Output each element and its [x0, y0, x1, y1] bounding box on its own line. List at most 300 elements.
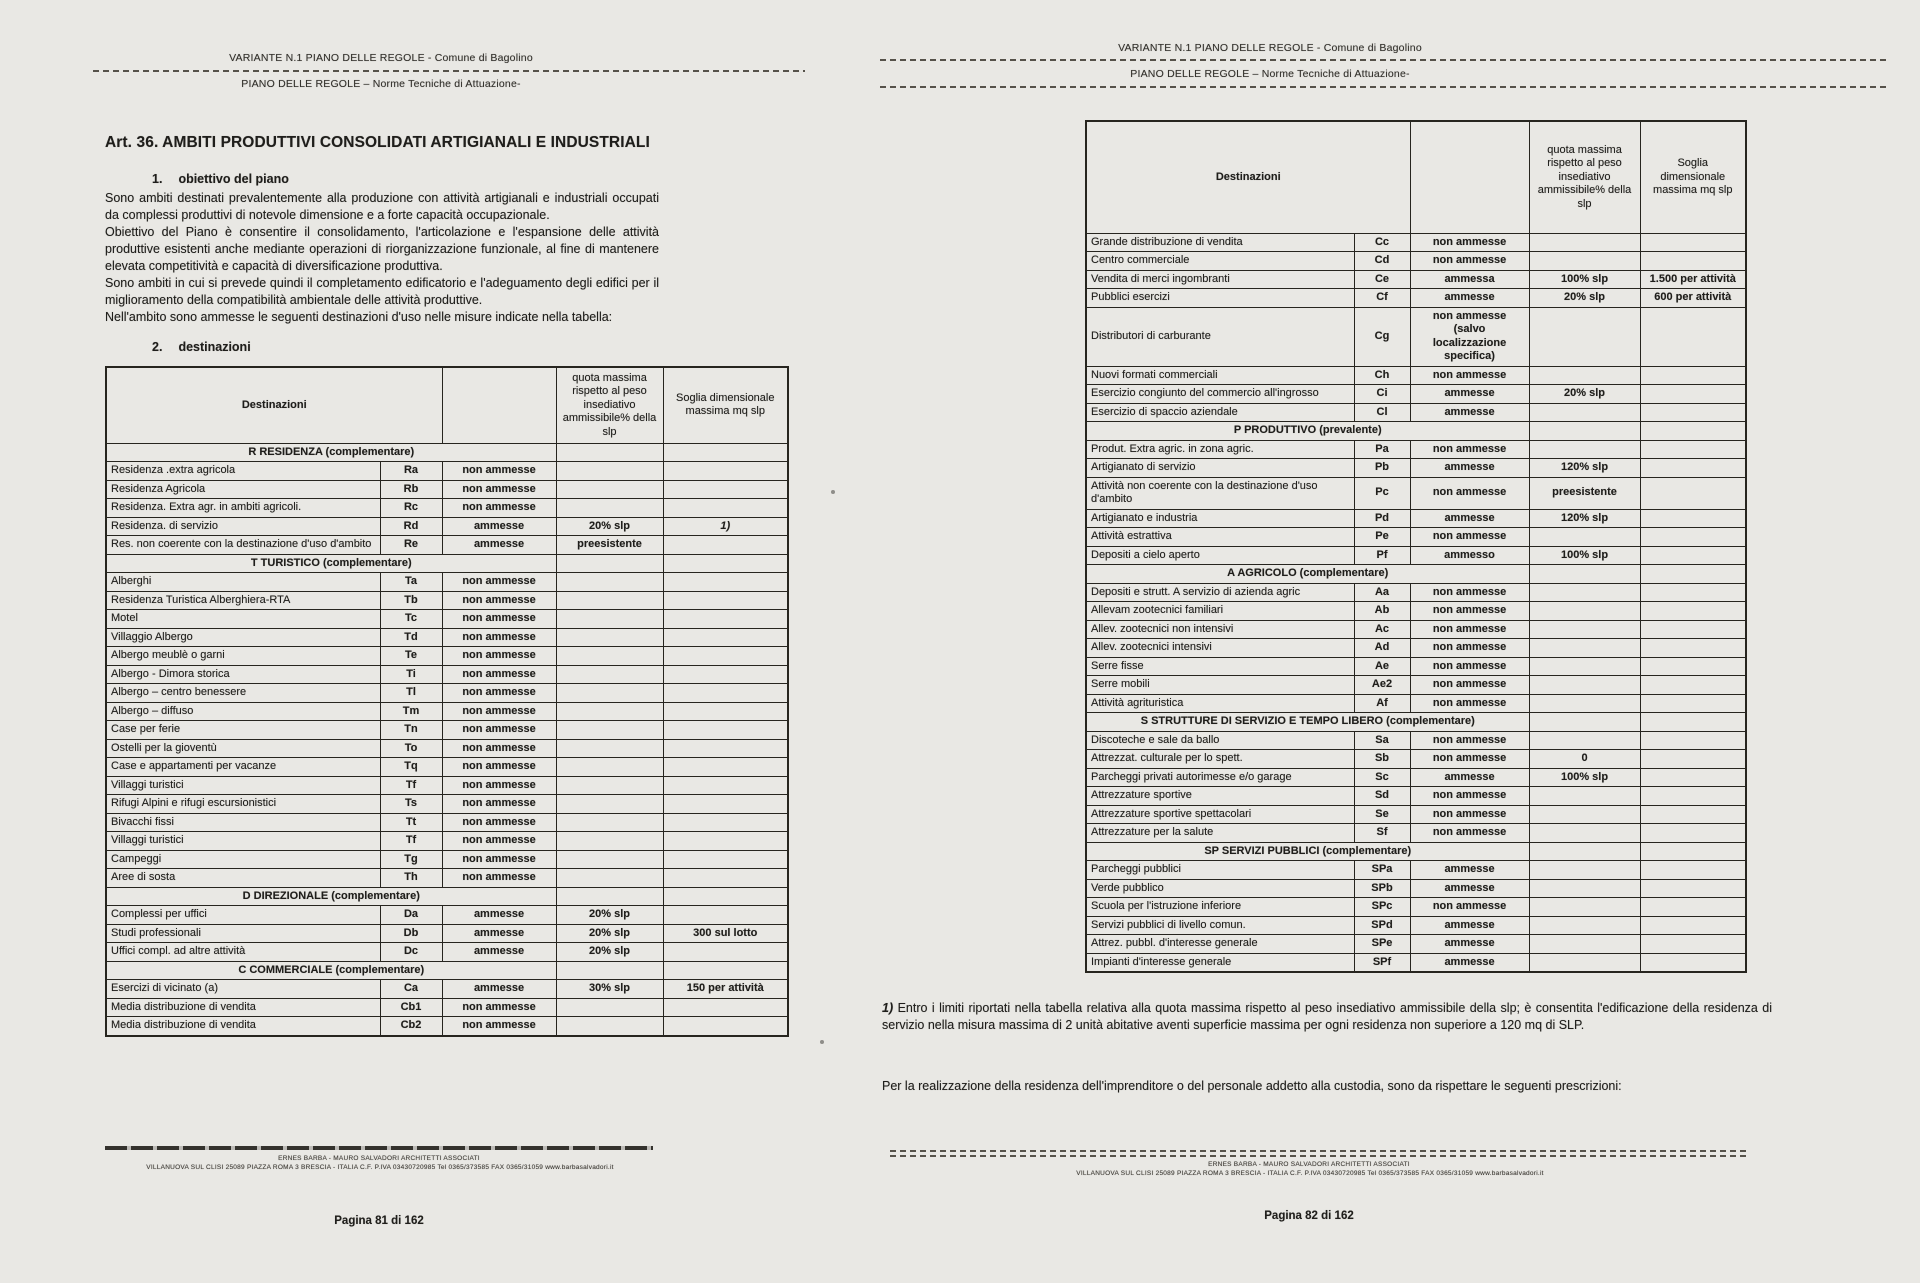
- table-row: [1086, 824, 1746, 843]
- table-row: [106, 813, 788, 832]
- cell-ammissibilita: non ammesse: [1410, 824, 1529, 843]
- cell-soglia: [663, 665, 788, 684]
- cell-quota: [1529, 916, 1640, 935]
- cell-quota: [1529, 953, 1640, 972]
- cell-quota: [556, 1017, 663, 1036]
- table-row: [1086, 657, 1746, 676]
- cell-ammissibilita: ammesse: [1410, 861, 1529, 880]
- article-title: Art. 36. AMBITI PRODUTTIVI CONSOLIDATI ARTIGIANALI E INDUSTRIALI: [105, 134, 650, 151]
- cell-soglia: [1640, 824, 1746, 843]
- cell-destinazione: Attrezzat. culturale per lo spett.: [1086, 750, 1354, 769]
- table-row: [106, 721, 788, 740]
- table-row: [106, 573, 788, 592]
- cell-ammissibilita: non ammesse: [442, 869, 556, 888]
- cell-codice: Sf: [1354, 824, 1410, 843]
- table-row: [1086, 252, 1746, 271]
- cell-quota: [556, 610, 663, 629]
- cell-destinazione: Case per ferie: [106, 721, 380, 740]
- table-row: [106, 998, 788, 1017]
- cell-quota: [556, 591, 663, 610]
- cell-soglia: [1640, 935, 1746, 954]
- cell-codice: To: [380, 739, 442, 758]
- cell-destinazione: Verde pubblico: [1086, 879, 1354, 898]
- table-row: [1086, 583, 1746, 602]
- cell-quota: [1529, 861, 1640, 880]
- cell-codice: Tn: [380, 721, 442, 740]
- cell-quota: [1529, 824, 1640, 843]
- cell-soglia: [1640, 750, 1746, 769]
- cell-destinazione: Attività estrattiva: [1086, 528, 1354, 547]
- cell-soglia: [1640, 233, 1746, 252]
- cell-soglia: [1640, 252, 1746, 271]
- section-blank-cell: [556, 443, 663, 462]
- destinations-table-page-81: [105, 366, 789, 1037]
- table-row: [106, 665, 788, 684]
- table-row: [1086, 307, 1746, 366]
- cell-destinazione: Parcheggi pubblici: [1086, 861, 1354, 880]
- cell-soglia: [1640, 639, 1746, 658]
- page-right-footer-line2: VILLANUOVA SUL CLISI 25089 PIAZZA ROMA 3 BRESCIA - ITALIA C.F. P.IVA 03430720985 Tel 0365/373585 FAX 0365/31059 www.barbasalvadori.it: [1076, 1170, 1544, 1177]
- section-blank-cell: [556, 961, 663, 980]
- cell-ammissibilita: non ammesse: [1410, 898, 1529, 917]
- cell-ammissibilita: ammesse: [1410, 953, 1529, 972]
- cell-soglia: [1640, 546, 1746, 565]
- cell-quota: [1529, 403, 1640, 422]
- table-row: [106, 776, 788, 795]
- scan-speck: [831, 490, 835, 494]
- cell-destinazione: Media distribuzione di vendita: [106, 1017, 380, 1036]
- table-row: [106, 702, 788, 721]
- section-label: T TURISTICO (complementare): [106, 554, 556, 573]
- table-section-row: [106, 887, 788, 906]
- page-left-page-number: Pagina 81 di 162: [334, 1215, 424, 1227]
- cell-codice: SPb: [1354, 879, 1410, 898]
- cell-codice: Af: [1354, 694, 1410, 713]
- cell-soglia: [1640, 366, 1746, 385]
- cell-ammissibilita: ammesse: [442, 536, 556, 555]
- table-section-row: [106, 554, 788, 573]
- cell-soglia: [663, 850, 788, 869]
- cell-soglia: [1640, 459, 1746, 478]
- page-right-footer-line1: ERNES BARBA - MAURO SALVADORI ARCHITETTI ASSOCIATI: [1208, 1161, 1410, 1168]
- table-row: [1086, 916, 1746, 935]
- cell-destinazione: Servizi pubblici di livello comun.: [1086, 916, 1354, 935]
- section-2-label: destinazioni: [178, 340, 251, 354]
- cell-quota: [1529, 583, 1640, 602]
- cell-codice: Tl: [380, 684, 442, 703]
- table-row: [1086, 676, 1746, 695]
- cell-quota: [1529, 935, 1640, 954]
- cell-ammissibilita: non ammesse: [442, 795, 556, 814]
- cell-codice: Rb: [380, 480, 442, 499]
- cell-soglia: [1640, 879, 1746, 898]
- cell-ammissibilita: non ammesse: [442, 721, 556, 740]
- cell-codice: Db: [380, 924, 442, 943]
- destinations-table-page-82: [1085, 120, 1747, 973]
- cell-destinazione: Discoteche e sale da ballo: [1086, 731, 1354, 750]
- cell-codice: Sa: [1354, 731, 1410, 750]
- cell-ammissibilita: non ammesse: [442, 758, 556, 777]
- cell-destinazione: Impianti d'interesse generale: [1086, 953, 1354, 972]
- cell-quota: [1529, 657, 1640, 676]
- cell-soglia: [663, 480, 788, 499]
- cell-quota: [556, 832, 663, 851]
- cell-codice: Da: [380, 906, 442, 925]
- table-row: [106, 1017, 788, 1036]
- cell-soglia: [663, 739, 788, 758]
- cell-soglia: [663, 462, 788, 481]
- cell-ammissibilita: ammesse: [1410, 879, 1529, 898]
- table-section-row: [1086, 842, 1746, 861]
- cell-destinazione: Artigianato di servizio: [1086, 459, 1354, 478]
- cell-destinazione: Scuola per l'istruzione inferiore: [1086, 898, 1354, 917]
- cell-destinazione: Vendita di merci ingombranti: [1086, 270, 1354, 289]
- cell-codice: Tq: [380, 758, 442, 777]
- cell-quota: [1529, 528, 1640, 547]
- cell-ammissibilita: non ammesse: [1410, 602, 1529, 621]
- cell-quota: 20% slp: [556, 943, 663, 962]
- cell-ammissibilita: non ammesse: [442, 702, 556, 721]
- cell-destinazione: Villaggi turistici: [106, 832, 380, 851]
- page-left-header-line2: PIANO DELLE REGOLE – Norme Tecniche di Attuazione-: [241, 78, 521, 90]
- cell-soglia: [663, 906, 788, 925]
- cell-destinazione: Aree di sosta: [106, 869, 380, 888]
- table-row: [106, 924, 788, 943]
- cell-ammissibilita: non ammesse: [1410, 528, 1529, 547]
- cell-destinazione: Residenza Agricola: [106, 480, 380, 499]
- cell-codice: Sb: [1354, 750, 1410, 769]
- cell-quota: preesistente: [1529, 477, 1640, 509]
- cell-quota: [1529, 805, 1640, 824]
- footnote-1-text: Entro i limiti riportati nella tabella relativa alla quota massima rispetto al peso insediativo ammissibile della slp; è consentita l'edificazione della residenza di servizio nella misura massima di 2 unità abitative aventi superficie massima per ogni residenza non superiore a 120 mq di SLP.: [882, 1001, 1772, 1032]
- cell-ammissibilita: non ammesse: [1410, 639, 1529, 658]
- cell-soglia: [1640, 731, 1746, 750]
- cell-ammissibilita: non ammesse: [442, 1017, 556, 1036]
- cell-destinazione: Serre mobili: [1086, 676, 1354, 695]
- cell-ammissibilita: non ammesse: [1410, 366, 1529, 385]
- cell-soglia: [663, 647, 788, 666]
- table-row: [1086, 459, 1746, 478]
- cell-quota: [556, 776, 663, 795]
- cell-codice: Ti: [380, 665, 442, 684]
- cell-codice: Tc: [380, 610, 442, 629]
- table-row: [106, 499, 788, 518]
- cell-codice: Ae: [1354, 657, 1410, 676]
- table-row: [106, 758, 788, 777]
- cell-quota: preesistente: [556, 536, 663, 555]
- cell-soglia: [663, 628, 788, 647]
- page-left-header-rule: [93, 70, 805, 72]
- cell-soglia: [1640, 676, 1746, 695]
- section-label: SP SERVIZI PUBBLICI (complementare): [1086, 842, 1529, 861]
- cell-quota: [556, 869, 663, 888]
- cell-codice: Ab: [1354, 602, 1410, 621]
- cell-destinazione: Complessi per uffici: [106, 906, 380, 925]
- table-row: [106, 869, 788, 888]
- cell-destinazione: Parcheggi privati autorimesse e/o garage: [1086, 768, 1354, 787]
- table-row: [106, 906, 788, 925]
- cell-ammissibilita: ammesse: [1410, 289, 1529, 308]
- cell-codice: Cf: [1354, 289, 1410, 308]
- cell-quota: 100% slp: [1529, 546, 1640, 565]
- cell-ammissibilita: ammesse: [1410, 768, 1529, 787]
- table-section-row: [1086, 422, 1746, 441]
- cell-soglia: [1640, 477, 1746, 509]
- cell-destinazione: Depositi e strutt. A servizio di azienda agric: [1086, 583, 1354, 602]
- cell-soglia: [1640, 403, 1746, 422]
- cell-soglia: [1640, 602, 1746, 621]
- cell-destinazione: Artigianato e industria: [1086, 509, 1354, 528]
- cell-ammissibilita: non ammesse: [1410, 252, 1529, 271]
- col-header-destinazioni: Destinazioni: [1086, 121, 1410, 233]
- cell-quota: [556, 647, 663, 666]
- cell-ammissibilita: non ammesse: [1410, 676, 1529, 695]
- table-row: [1086, 366, 1746, 385]
- cell-soglia: [1640, 620, 1746, 639]
- cell-ammissibilita: non ammesse: [442, 684, 556, 703]
- cell-quota: 100% slp: [1529, 270, 1640, 289]
- cell-codice: Ci: [1354, 385, 1410, 404]
- page-right-header-line1: VARIANTE N.1 PIANO DELLE REGOLE - Comune di Bagolino: [1118, 42, 1422, 54]
- cell-ammissibilita: non ammesse (salvo localizzazione specifica): [1410, 307, 1529, 366]
- table-row: [1086, 403, 1746, 422]
- cell-destinazione: Motel: [106, 610, 380, 629]
- cell-quota: [556, 758, 663, 777]
- cell-quota: [1529, 676, 1640, 695]
- cell-soglia: [663, 795, 788, 814]
- page-left-footer-line1: ERNES BARBA - MAURO SALVADORI ARCHITETTI ASSOCIATI: [278, 1155, 480, 1162]
- cell-codice: Cl: [1354, 403, 1410, 422]
- cell-codice: Cd: [1354, 252, 1410, 271]
- cell-codice: Cb1: [380, 998, 442, 1017]
- section-blank-cell: [1640, 713, 1746, 732]
- cell-soglia: [663, 1017, 788, 1036]
- table-row: [106, 628, 788, 647]
- table-row: [106, 536, 788, 555]
- cell-destinazione: Allev. zootecnici non intensivi: [1086, 620, 1354, 639]
- cell-destinazione: Centro commerciale: [1086, 252, 1354, 271]
- table-section-row: [106, 443, 788, 462]
- page-right-header-line2: PIANO DELLE REGOLE – Norme Tecniche di Attuazione-: [1130, 68, 1410, 80]
- cell-ammissibilita: ammesso: [1410, 546, 1529, 565]
- cell-ammissibilita: non ammesse: [442, 832, 556, 851]
- cell-quota: [556, 850, 663, 869]
- table-section-row: [1086, 565, 1746, 584]
- cell-codice: Pc: [1354, 477, 1410, 509]
- cell-ammissibilita: ammesse: [442, 980, 556, 999]
- table-row: [106, 462, 788, 481]
- cell-soglia: [1640, 528, 1746, 547]
- cell-quota: [1529, 252, 1640, 271]
- cell-soglia: [663, 758, 788, 777]
- cell-soglia: 150 per attività: [663, 980, 788, 999]
- cell-ammissibilita: non ammesse: [442, 665, 556, 684]
- table-header-row: [106, 367, 788, 443]
- table-row: [1086, 233, 1746, 252]
- cell-ammissibilita: non ammesse: [1410, 731, 1529, 750]
- section-blank-cell: [1529, 422, 1640, 441]
- cell-quota: 120% slp: [1529, 509, 1640, 528]
- cell-ammissibilita: non ammesse: [1410, 787, 1529, 806]
- col-header-blank: [1410, 121, 1529, 233]
- cell-ammissibilita: non ammesse: [442, 813, 556, 832]
- table-row: [1086, 620, 1746, 639]
- cell-codice: Pe: [1354, 528, 1410, 547]
- section-label: D DIREZIONALE (complementare): [106, 887, 556, 906]
- cell-soglia: [1640, 805, 1746, 824]
- table-header-row: [1086, 121, 1746, 233]
- cell-ammissibilita: non ammesse: [1410, 477, 1529, 509]
- cell-codice: Pf: [1354, 546, 1410, 565]
- cell-destinazione: Case e appartamenti per vacanze: [106, 758, 380, 777]
- cell-ammissibilita: ammesse: [442, 924, 556, 943]
- cell-soglia: [663, 591, 788, 610]
- cell-quota: [556, 499, 663, 518]
- cell-codice: SPf: [1354, 953, 1410, 972]
- table-row: [1086, 477, 1746, 509]
- cell-soglia: [663, 536, 788, 555]
- cell-quota: 120% slp: [1529, 459, 1640, 478]
- page-right: [860, 0, 1920, 1283]
- cell-quota: [1529, 898, 1640, 917]
- cell-soglia: [1640, 898, 1746, 917]
- cell-destinazione: Albergo - Dimora storica: [106, 665, 380, 684]
- col-header-soglia: Soglia dimensionale massima mq slp: [663, 367, 788, 443]
- scan-speck: [820, 1040, 824, 1044]
- cell-quota: 30% slp: [556, 980, 663, 999]
- section-blank-cell: [556, 554, 663, 573]
- cell-ammissibilita: ammesse: [1410, 916, 1529, 935]
- page-right-header-rule-2: [880, 86, 1890, 88]
- page-left-footer-bar: [105, 1146, 653, 1150]
- cell-ammissibilita: ammesse: [1410, 935, 1529, 954]
- cell-soglia: [1640, 657, 1746, 676]
- cell-soglia: 1.500 per attività: [1640, 270, 1746, 289]
- cell-codice: Tg: [380, 850, 442, 869]
- table-row: [106, 591, 788, 610]
- cell-codice: Cc: [1354, 233, 1410, 252]
- table-row: [106, 980, 788, 999]
- cell-destinazione: Esercizi di vicinato (a): [106, 980, 380, 999]
- footnote-1: [882, 1000, 1772, 1034]
- cell-quota: [556, 739, 663, 758]
- cell-destinazione: Ostelli per la gioventù: [106, 739, 380, 758]
- section-label: R RESIDENZA (complementare): [106, 443, 556, 462]
- cell-codice: Tf: [380, 776, 442, 795]
- cell-codice: Sd: [1354, 787, 1410, 806]
- table-row: [1086, 768, 1746, 787]
- body-paragraph: Sono ambiti destinati prevalentemente alla produzione con attività artigianali e industriali occupati da complessi produttivi di notevole dimensione e a forte capacità occupazionale.: [105, 191, 659, 222]
- cell-ammissibilita: non ammesse: [442, 739, 556, 758]
- table-row: [106, 647, 788, 666]
- cell-codice: Tt: [380, 813, 442, 832]
- cell-destinazione: Depositi a cielo aperto: [1086, 546, 1354, 565]
- table-row: [106, 480, 788, 499]
- page-right-page-number: Pagina 82 di 162: [1264, 1210, 1354, 1222]
- cell-soglia: [1640, 861, 1746, 880]
- cell-quota: [1529, 620, 1640, 639]
- cell-ammissibilita: non ammesse: [442, 610, 556, 629]
- table-section-row: [1086, 713, 1746, 732]
- page-right-footer-rule-2: [890, 1155, 1748, 1157]
- cell-ammissibilita: non ammesse: [1410, 657, 1529, 676]
- footnote-1-marker: 1): [882, 1001, 894, 1015]
- cell-soglia: [663, 943, 788, 962]
- cell-soglia: [663, 998, 788, 1017]
- cell-soglia: [1640, 953, 1746, 972]
- cell-codice: SPe: [1354, 935, 1410, 954]
- cell-soglia: [1640, 916, 1746, 935]
- cell-codice: Pd: [1354, 509, 1410, 528]
- section-blank-cell: [663, 961, 788, 980]
- cell-ammissibilita: non ammesse: [442, 628, 556, 647]
- cell-soglia: [663, 776, 788, 795]
- cell-codice: SPc: [1354, 898, 1410, 917]
- cell-soglia: [1640, 440, 1746, 459]
- cell-soglia: [1640, 787, 1746, 806]
- cell-ammissibilita: non ammesse: [1410, 620, 1529, 639]
- cell-codice: Th: [380, 869, 442, 888]
- cell-ammissibilita: ammesse: [442, 906, 556, 925]
- cell-ammissibilita: non ammesse: [442, 573, 556, 592]
- cell-destinazione: Attività non coerente con la destinazione d'uso d'ambito: [1086, 477, 1354, 509]
- cell-soglia: [1640, 385, 1746, 404]
- cell-quota: [556, 702, 663, 721]
- cell-destinazione: Serre fisse: [1086, 657, 1354, 676]
- cell-quota: [1529, 233, 1640, 252]
- cell-ammissibilita: ammesse: [442, 517, 556, 536]
- cell-codice: Td: [380, 628, 442, 647]
- section-blank-cell: [663, 554, 788, 573]
- cell-soglia: [663, 684, 788, 703]
- table-row: [1086, 509, 1746, 528]
- section-label: P PRODUTTIVO (prevalente): [1086, 422, 1529, 441]
- cell-codice: Ra: [380, 462, 442, 481]
- cell-codice: Ta: [380, 573, 442, 592]
- cell-codice: Pb: [1354, 459, 1410, 478]
- cell-quota: 0: [1529, 750, 1640, 769]
- cell-destinazione: Residenza Turistica Alberghiera-RTA: [106, 591, 380, 610]
- cell-codice: Rd: [380, 517, 442, 536]
- page-left-header-line1: VARIANTE N.1 PIANO DELLE REGOLE - Comune di Bagolino: [229, 52, 533, 64]
- cell-ammissibilita: non ammesse: [1410, 440, 1529, 459]
- cell-quota: 20% slp: [556, 906, 663, 925]
- section-1-number: 1.: [152, 172, 163, 186]
- cell-destinazione: Attrezzature sportive: [1086, 787, 1354, 806]
- section-blank-cell: [1640, 565, 1746, 584]
- cell-destinazione: Residenza. di servizio: [106, 517, 380, 536]
- cell-codice: Tf: [380, 832, 442, 851]
- cell-ammissibilita: non ammesse: [1410, 233, 1529, 252]
- cell-codice: Ca: [380, 980, 442, 999]
- cell-ammissibilita: ammesse: [1410, 385, 1529, 404]
- table-row: [1086, 879, 1746, 898]
- cell-ammissibilita: non ammesse: [442, 647, 556, 666]
- cell-quota: [1529, 639, 1640, 658]
- cell-soglia: [663, 610, 788, 629]
- cell-soglia: [663, 813, 788, 832]
- cell-ammissibilita: ammesse: [1410, 403, 1529, 422]
- cell-soglia: [663, 573, 788, 592]
- cell-codice: Rc: [380, 499, 442, 518]
- col-header-soglia: Soglia dimensionale massima mq slp: [1640, 121, 1746, 233]
- body-paragraph: Sono ambiti in cui si prevede quindi il completamento edificatorio e l'adeguamento degli edifici per il miglioramento della compatibilità ambientale delle attività produttive.: [105, 276, 659, 307]
- cell-ammissibilita: non ammesse: [442, 462, 556, 481]
- cell-soglia: [663, 721, 788, 740]
- cell-codice: Tm: [380, 702, 442, 721]
- cell-codice: SPa: [1354, 861, 1410, 880]
- table-row: [1086, 805, 1746, 824]
